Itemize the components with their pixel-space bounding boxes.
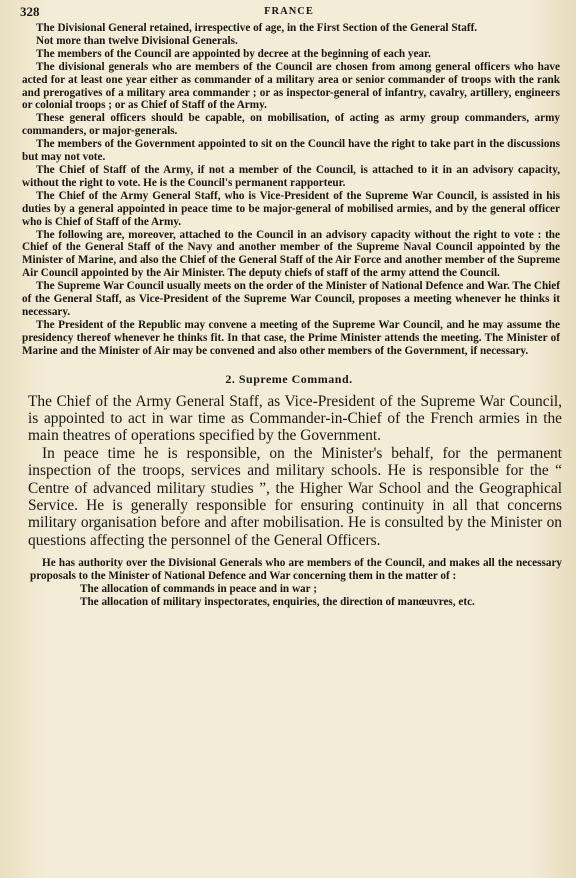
paragraph: In peace time he is responsible, on the Minister's behalf, for the permanent inspection of the troops, services and military schools. He is responsible for the “ Centre of advanced military studies ”, the Higher War School and the Geographical Service. He is generally responsible for ensuring continuity in all that concerns military organisation before and after mobilisation. He is consulted by the Minister on questions affecting the personnel of the General Officers. [28, 444, 562, 549]
page-header [16, 4, 562, 22]
paragraph: These general officers should be capable, on mobilisation, of acting as army group commanders, army commanders, or major-generals. [22, 112, 560, 138]
paragraph: The Chief of the Army General Staff, as Vice-President of the Supreme War Council, is appointed to act in war time as Commander-in-Chief of the French armies in the main theatres of operations specified by the Government. [28, 392, 562, 445]
paragraph: The following are, moreover, attached to the Council in an advisory capacity without the right to vote : the Chief of the General Staff of the Navy and another member of the Supreme Naval Council appointed by the Minister of Marine, and also the Chief of the General Staff of the Air Force and another member of the Supreme Air Council appointed by the Air Minister. The deputy chiefs of staff of the army attend the Council. [22, 228, 560, 280]
paragraph: The Divisional General retained, irrespective of age, in the First Section of the General Staff. [36, 22, 478, 34]
running-head: FRANCE [264, 6, 314, 17]
paragraph: The divisional generals who are members of the Council are chosen from among general officers who have acted for at least one year either as commander of a military area or senior commander of troops with the rank and prerogatives of a military area commander ; or as inspector-general of infantry, cavalry, artillery, engineers or colonial troops ; or as Chief of Staff of the Army. [22, 60, 560, 112]
paragraph: The members of the Council are appointed by decree at the beginning of each year. [36, 47, 431, 60]
authority-text [30, 557, 562, 609]
council-composition-text [22, 22, 562, 358]
list-item: The allocation of commands in peace and in war ; [80, 583, 317, 596]
paragraph: The Chief of the Army General Staff, who is Vice-President of the Supreme War Council, is assisted in his duties by a general appointed in peace time to be major-general of mobilised armies, and by the general officer who is Chief of Staff of the Army. [22, 189, 560, 228]
paragraph: The President of the Republic may convene a meeting of the Supreme War Council, and he may assume the presidency thereof whenever he thinks fit. In that case, the Prime Minister attends the meeting. The Minister of Marine and the Minister of Air may be convened and also other members of the Government, if necessary. [22, 318, 560, 357]
paragraph: The members of the Government appointed to sit on the Council have the right to take part in the discussions but may not vote. [22, 138, 560, 164]
paragraph: He has authority over the Divisional Generals who are members of the Council, and makes all the necessary proposals to the Minister of National Defence and War concerning them in the matter of : [30, 557, 562, 583]
paragraph: Not more than twelve Divisional Generals. [36, 34, 238, 47]
paragraph: The Chief of Staff of the Army, if not a member of the Council, is attached to it in an advisory capacity, without the right to vote. He is the Council's permanent rapporteur. [22, 163, 560, 189]
list-item: The allocation of military inspectorates, enquiries, the direction of manœuvres, etc. [80, 595, 475, 608]
supreme-command-text [28, 393, 562, 550]
section-heading: 2. Supreme Command. [225, 371, 353, 386]
page-number: 328 [20, 4, 40, 19]
paragraph: The Supreme War Council usually meets on the order of the Minister of National Defence and War. The Chief of the General Staff, as Vice-President of the Supreme War Council, proposes a meeting whenever he thinks it necessary. [22, 280, 560, 318]
